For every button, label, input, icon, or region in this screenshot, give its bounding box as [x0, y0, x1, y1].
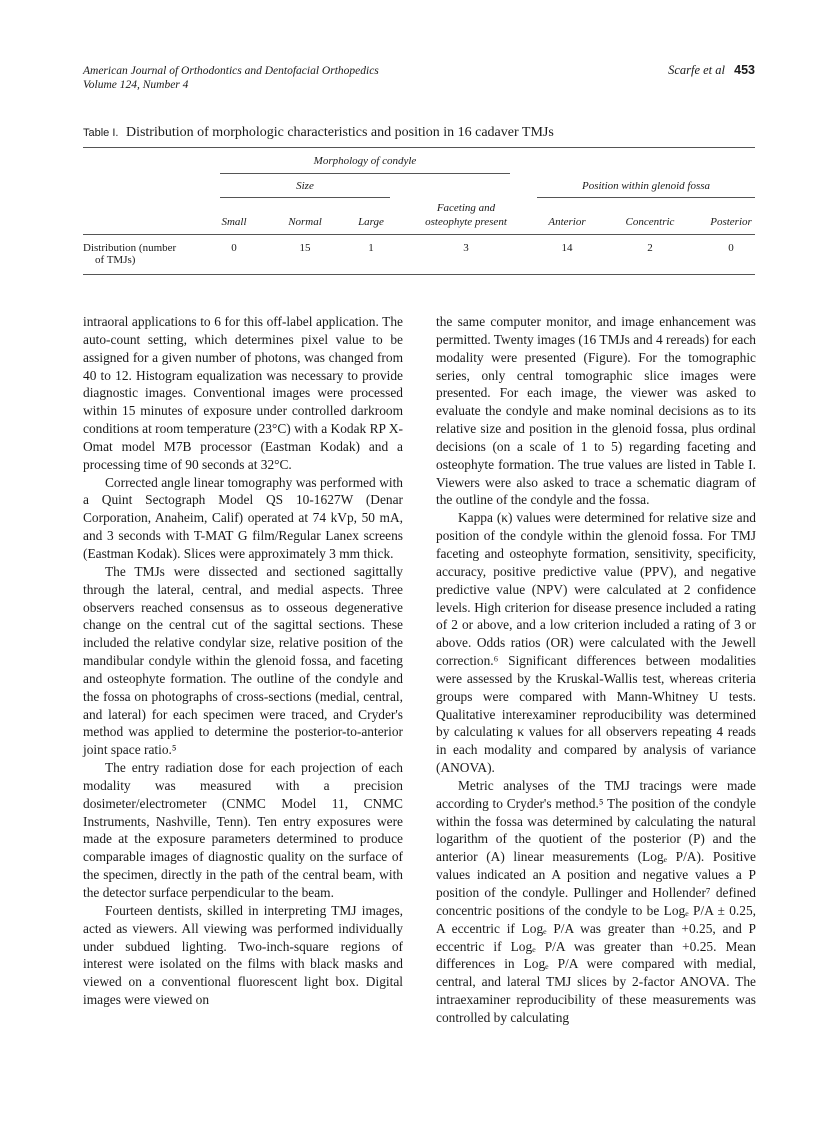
paragraph: The entry radiation dose for each projection of each modality was measured with a precision dosimeter/electrometer (CNMC Model 11, CNMC Instruments, Nashville, Tenn). Ten entry exposures were made at the exposure parameters determined to produce comparable images of diagnostic quality on the surface of the specimen, directly in the path of the central beam, with the detector surface perpendicular to the beam.: [83, 760, 403, 900]
col-small: Small: [221, 216, 247, 228]
table-caption: [83, 125, 554, 141]
table-header-rule: [83, 234, 755, 235]
rule-size: [220, 197, 390, 198]
paragraph: intraoral applications to 6 for this off-label application. The auto-count setting, which determines pixel value to be assigned for a given number of photons, was changed from 40 to 12. Histogram equalization was necessary to provide diagnostic images. Conventional images were processed within 15 minutes of exposure under controlled darkroom conditions at room temperature (23°C) with a Kodak RP X-Omat model M7B processor (Eastman Kodak) and a processing time of 90 seconds at 32°C.: [83, 314, 403, 472]
paragraph: the same computer monitor, and image enhancement was permitted. Twenty images (16 TMJs and 4 rereads) for each modality were presented (Figure). For the tomographic series, only central tomographic slice images were presented. For each image, the viewer was asked to evaluate the condyle and make nominal decisions as to its relative size and position in the glenoid fossa, plus ordinal decisions (on a scale of 1 to 5) regarding faceting and osteophyte formation. The true values are listed in Table I. Viewers were also asked to trace a schematic diagram of the outline of the condyle and the fossa.: [436, 314, 756, 508]
group-header-morphology: Morphology of condyle: [313, 155, 417, 167]
table-label: Table I.: [83, 127, 119, 139]
table-title: Distribution of morphologic characteristics and position in 16 cadaver TMJs: [125, 125, 554, 140]
body-column-left: [83, 313, 403, 1009]
cell-faceting: 3: [463, 242, 469, 254]
cell-anterior: 14: [561, 242, 573, 254]
rule-position: [537, 197, 755, 198]
cell-large: 1: [368, 242, 374, 254]
group-header-size: Size: [296, 180, 314, 192]
running-header-right: [668, 63, 755, 78]
col-posterior: Posterior: [710, 216, 752, 228]
col-faceting-2: osteophyte present: [425, 216, 507, 228]
rule-morphology: [220, 173, 510, 174]
group-header-position: Position within glenoid fossa: [581, 180, 711, 192]
journal-volume: Volume 124, Number 4: [83, 79, 189, 91]
paragraph: Fourteen dentists, skilled in interpreting TMJ images, acted as viewers. All viewing was performed individually under subdued lighting. Two-inch-square regions of interest were isolated on the films with black masks and viewed on a conventional fluorescent light box. Digital images were viewed on: [83, 902, 403, 1008]
paragraph: The TMJs were dissected and sectioned sagittally through the lateral, central, and medial aspects. Three observers reached consensus as to osseous degenerative change on the central cut of the sagittal sections. These included the relative condylar size, relative position of the mandibular condyle within the glenoid fossa, and faceting and osteophyte formation. The outline of the condyle and the fossa on photographs of cross-sections (medial, central, and lateral) for each specimen were traced, and Cryder's method was applied to determine the posterior-to-anterior joint space ratio.⁵: [83, 563, 403, 758]
paragraph: Corrected angle linear tomography was performed with a Quint Sectograph Model QS 10-1627W (Denar Corporation, Anaheim, Calif) operated at 74 kVp, 50 mA, and 3 seconds with T-MAT G film/Regular Lanex screens (Eastman Kodak). Slices were approximately 3 mm thick.: [83, 474, 403, 561]
cell-posterior: 0: [728, 242, 734, 254]
col-large: Large: [358, 216, 384, 228]
table-bottom-rule: [83, 274, 755, 275]
paragraph: Kappa (κ) values were determined for relative size and position of the condyle within the glenoid fossa. For TMJ faceting and osteophyte formation, sensitivity, specificity, accuracy, positive predictive value (PPV), and negative predictive value (NPV) were calculated at 2 confidence levels. High criterion for disease presence included a rating of 2 or above, and a low criterion included a rating of 3 or above. Odds ratios (OR) were calculated with the Jewell correction.⁶ Significant differences between modalities were assessed by the Kruskal-Wallis test, whereas criteria groups were compared with Mann-Whitney U tests. Qualitative interexaminer reproducibility was determined by calculating κ values for all observers repeating 4 reads in each modality and compared by analysis of variance (ANOVA).: [436, 510, 756, 776]
row-label-line2: of TMJs): [95, 254, 136, 266]
col-faceting-1: Faceting and: [436, 202, 496, 214]
cell-small: 0: [231, 242, 237, 254]
col-concentric: Concentric: [625, 216, 675, 228]
table-top-rule: [83, 147, 755, 148]
row-label: [83, 242, 176, 266]
paragraph: Metric analyses of the TMJ tracings were made according to Cryder's method.⁵ The position of the condyle within the fossa was determined by calculating the natural logarithm of the quotient of the posterior (P) and the anterior (A) linear measurements (Logₑ P/A). Positive values indicated an A position and negative values a P position of the condyle. Pullinger and Hollender⁷ defined concentric positions of the condyle to be Logₑ P/A ± 0.25, A eccentric if Logₑ P/A was greater than +0.25, and P eccentric if Logₑ P/A was greater than +0.25. Mean differences in Logₑ P/A were compared with medial, central, and lateral TMJ slices by 2-factor ANOVA. The intraexaminer reproducibility of these measurements was controlled by calculating: [436, 777, 756, 1025]
page-number: 453: [734, 63, 755, 77]
body-column-right: [436, 313, 756, 1027]
cell-concentric: 2: [647, 242, 653, 254]
running-header-journal: [83, 64, 379, 92]
row-label-line1: Distribution (number: [83, 242, 177, 254]
col-normal: Normal: [288, 216, 322, 228]
col-anterior: Anterior: [548, 216, 586, 228]
cell-normal: 15: [299, 242, 311, 254]
authors: Scarfe et al: [668, 63, 726, 77]
journal-name: American Journal of Orthodontics and Dentofacial Orthopedics: [83, 65, 379, 77]
